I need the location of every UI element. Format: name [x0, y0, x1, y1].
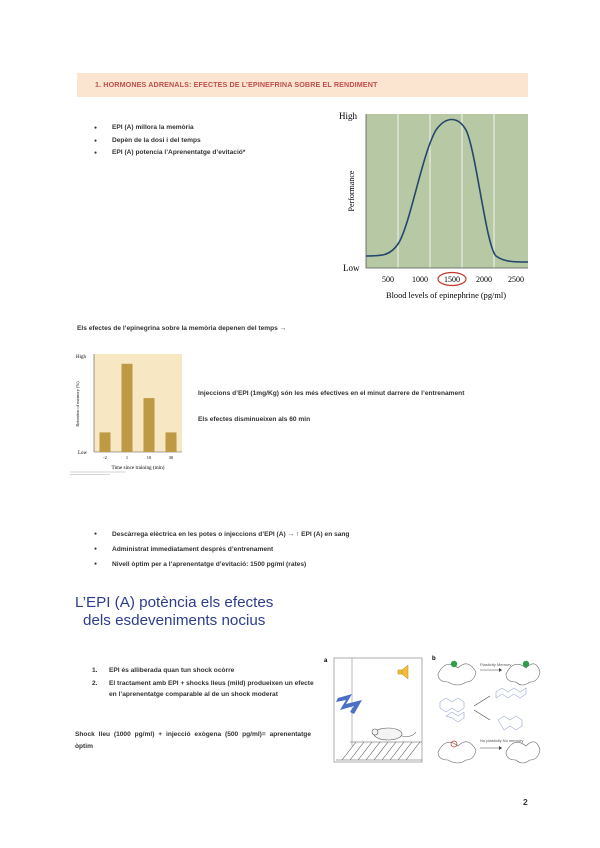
tick-label: 2500	[508, 275, 524, 284]
tick-label: -2	[103, 455, 107, 460]
section-title: 1. HORMONES ADRENALS: EFECTES DE L’EPINEFRINA SOBRE EL RENDIMENT	[95, 80, 378, 89]
x-axis-label: Time since training (min)	[111, 465, 165, 471]
tick-label: 10	[146, 455, 152, 460]
list-item: ● Nivell òptim per a l’aprenentatge d’evitació: 1500 pg/ml (rates)	[88, 557, 349, 572]
section-banner	[77, 73, 528, 97]
list-item: ● EPI (A) potencia l’Aprenentatge d’evitació*	[88, 147, 245, 160]
molecule-right	[496, 688, 526, 730]
y-high-label: High	[76, 355, 86, 360]
bar-0	[100, 432, 111, 452]
green-marker-icon	[451, 661, 457, 667]
section-heading-line2: dels esdeveniments nocius	[83, 612, 266, 629]
red-marker-icon	[451, 741, 457, 747]
bar-1	[122, 364, 133, 452]
list-item: 2. El tractament amb EPI + shocks lleus (mild) produeixen un efecte en l’aprenentatge comparable al de un shock moderat	[92, 679, 314, 698]
neuron-top-right	[506, 664, 540, 685]
shock-text: Shock lleu (1000 pg/ml) + injecció exògena (500 pg/ml)= aprenentatge òptim	[75, 731, 311, 750]
y-low-label: Low	[343, 263, 360, 273]
numbered-list	[88, 665, 316, 701]
molecule-left	[440, 698, 464, 722]
y-high-label: High	[339, 111, 357, 121]
tick-label: 500	[382, 275, 394, 284]
green-marker-icon	[523, 661, 529, 667]
y-axis-label: Performance	[347, 170, 356, 212]
figure-label-a: a	[324, 658, 328, 664]
plasticity-illustration	[432, 652, 542, 770]
epinephrine-performance-chart	[336, 106, 536, 302]
y-low-label: Low	[78, 451, 88, 456]
no-plasticity-label: No plasticity No memory	[480, 738, 524, 743]
section-heading-line1: L’EPI (A) potència els efectes	[75, 594, 274, 611]
bar-2	[144, 398, 155, 452]
figure-label-b: b	[432, 656, 436, 662]
x-ticks	[382, 275, 524, 284]
y-axis-label: Retention of memory (%)	[75, 381, 80, 427]
bullet-list-shock	[88, 527, 349, 572]
plot-area	[366, 114, 528, 268]
retention-bar-chart	[70, 348, 190, 476]
list-item: ● Depèn de la dosi i del temps	[88, 135, 245, 148]
tick-label: 1000	[412, 275, 428, 284]
neuron-top-left	[438, 664, 476, 685]
page-number: 2	[523, 797, 528, 807]
x-ticks	[103, 455, 174, 460]
plasticity-label: Plasticity Memory	[480, 662, 512, 667]
bar-3	[166, 432, 177, 452]
list-item: 1. EPI és alliberada quan tun shock ocòrre	[92, 667, 235, 674]
list-item: ● EPI (A) millora la memòria	[88, 122, 245, 135]
timing-text: Els efectes de l’epinegrina sobre la memòria depenen del temps →	[77, 325, 287, 332]
tick-label: 1500	[444, 275, 460, 284]
tick-label: 1	[125, 455, 129, 460]
shock-illustration	[322, 654, 426, 766]
decrease-text: Els efectes disminueixen als 60 min	[198, 416, 311, 423]
list-item: ● Descàrrega elèctrica en les potes o injeccions d’EPI (A) → ↑ EPI (A) en sang	[88, 527, 349, 542]
x-axis-label: Blood levels of epinephrine (pg/ml)	[385, 291, 507, 300]
caption-lines	[70, 472, 126, 475]
tick-label: 30	[168, 455, 174, 460]
injection-text: Injeccions d’EPI (1mg/Kg) són les més efectives en el minut darrere de l’entrenament	[198, 390, 465, 397]
tick-label: 2000	[476, 275, 492, 284]
bullet-list-effects	[88, 122, 245, 160]
list-item: ● Administrat immediatament després d’entrenament	[88, 542, 349, 557]
neuron-bottom-right	[506, 742, 540, 763]
